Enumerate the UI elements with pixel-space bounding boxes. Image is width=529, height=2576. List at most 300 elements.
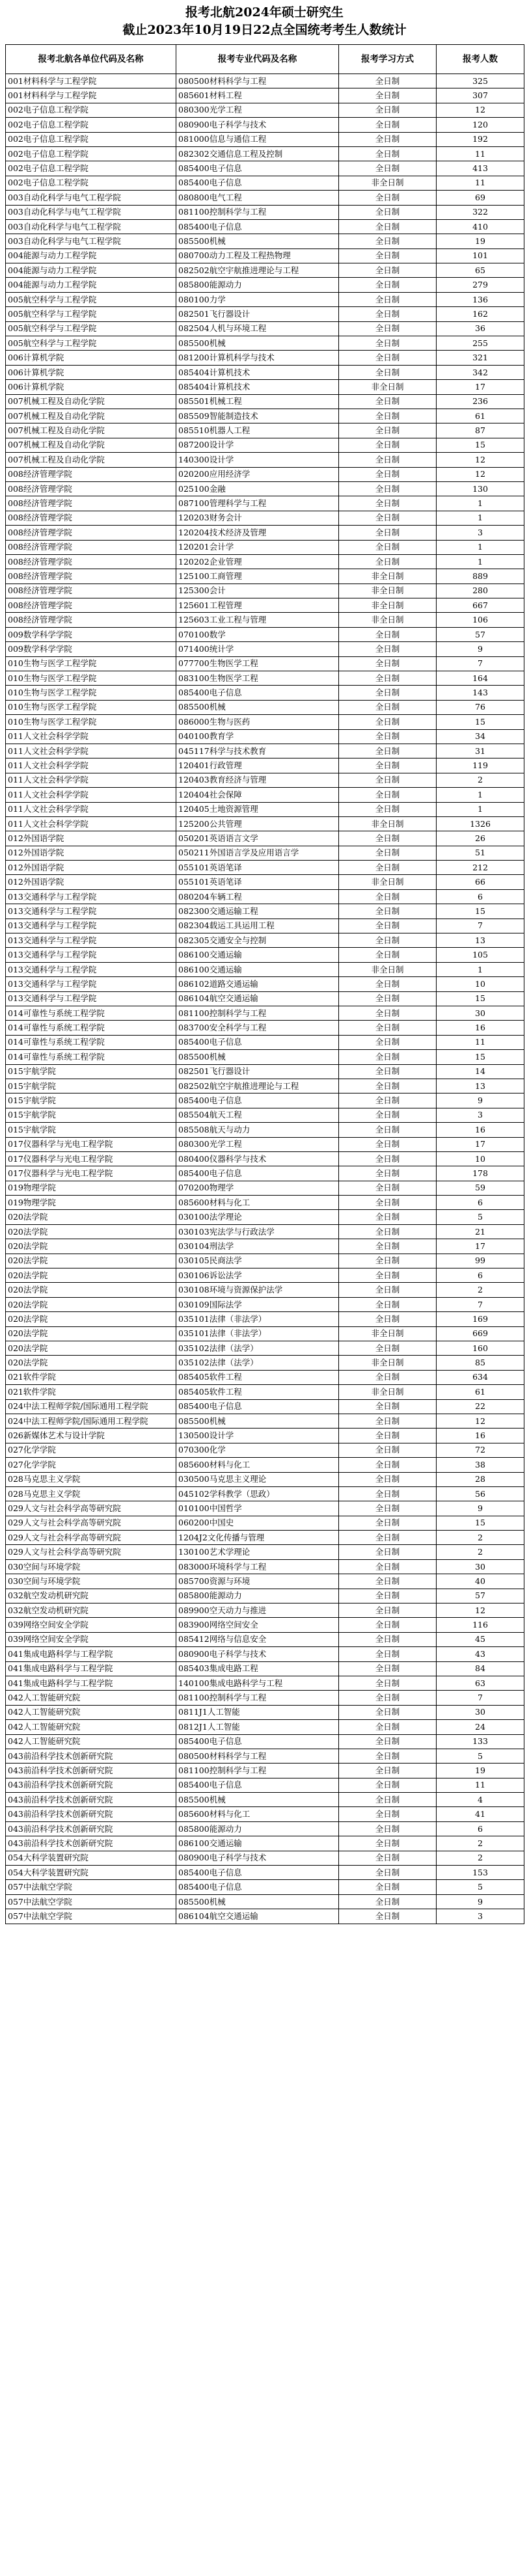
cell-major: 125200公共管理: [176, 816, 339, 831]
cell-count: 119: [437, 758, 524, 773]
table-row: [6, 467, 524, 481]
cell-count: 17: [437, 380, 524, 394]
cell-major: 030100法学理论: [176, 1210, 339, 1224]
cell-count: 38: [437, 1458, 524, 1472]
cell-study-mode: 全日制: [339, 1239, 437, 1254]
cell-unit: 020法学院: [6, 1268, 176, 1283]
cell-study-mode: 全日制: [339, 1778, 437, 1792]
table-row: [6, 1545, 524, 1559]
cell-count: 85: [437, 1356, 524, 1370]
cell-count: 31: [437, 744, 524, 758]
cell-major: 040100教育学: [176, 729, 339, 744]
cell-count: 11: [437, 1778, 524, 1792]
cell-major: 085400电子信息: [176, 176, 339, 190]
table-row: [6, 1224, 524, 1239]
cell-unit: 054大科学装置研究院: [6, 1851, 176, 1865]
cell-major: 087200设计学: [176, 438, 339, 452]
cell-study-mode: 非全日制: [339, 584, 437, 598]
cell-unit: 002电子信息工程学院: [6, 132, 176, 146]
cell-study-mode: 全日制: [339, 1647, 437, 1661]
cell-unit: 011人文社会科学学院: [6, 802, 176, 816]
cell-unit: 008经济管理学院: [6, 496, 176, 511]
cell-major: 081200计算机科学与技术: [176, 351, 339, 365]
cell-unit: 021软件学院: [6, 1370, 176, 1384]
cell-count: 101: [437, 248, 524, 263]
cell-major: 085500机械: [176, 1894, 339, 1909]
cell-study-mode: 非全日制: [339, 569, 437, 584]
table-row: [6, 118, 524, 132]
table-row: [6, 1210, 524, 1224]
cell-unit: 020法学院: [6, 1341, 176, 1355]
cell-unit: 005航空科学与工程学院: [6, 336, 176, 351]
cell-unit: 004能源与动力工程学院: [6, 263, 176, 278]
cell-study-mode: 全日制: [339, 1851, 437, 1865]
cell-unit: 008经济管理学院: [6, 554, 176, 569]
cell-count: 40: [437, 1574, 524, 1589]
cell-count: 43: [437, 1647, 524, 1661]
cell-unit: 043前沿科学技术创新研究院: [6, 1764, 176, 1778]
table-row: [6, 1866, 524, 1880]
cell-unit: 020法学院: [6, 1224, 176, 1239]
cell-major: 070300化学: [176, 1443, 339, 1457]
cell-study-mode: 全日制: [339, 365, 437, 379]
cell-count: 6: [437, 1821, 524, 1836]
cell-study-mode: 全日制: [339, 1093, 437, 1108]
cell-study-mode: 非全日制: [339, 1385, 437, 1399]
cell-count: 72: [437, 1443, 524, 1457]
table-row: [6, 496, 524, 511]
cell-unit: 057中法航空学院: [6, 1909, 176, 1924]
cell-count: 669: [437, 1326, 524, 1341]
cell-count: 16: [437, 1021, 524, 1035]
table-row: [6, 88, 524, 103]
cell-count: 2: [437, 1545, 524, 1559]
cell-study-mode: 全日制: [339, 1574, 437, 1589]
cell-count: 22: [437, 1399, 524, 1414]
cell-count: 1: [437, 554, 524, 569]
cell-study-mode: 全日制: [339, 1210, 437, 1224]
cell-unit: 001材料科学与工程学院: [6, 74, 176, 88]
cell-study-mode: 全日制: [339, 1793, 437, 1807]
table-row: [6, 1443, 524, 1457]
cell-count: 236: [437, 394, 524, 409]
cell-major: 085403集成电路工程: [176, 1661, 339, 1676]
cell-unit: 002电子信息工程学院: [6, 161, 176, 176]
table-row: [6, 263, 524, 278]
cell-unit: 008经济管理学院: [6, 467, 176, 481]
cell-study-mode: 非全日制: [339, 1326, 437, 1341]
table-row: [6, 1035, 524, 1049]
cell-unit: 010生物与医学工程学院: [6, 656, 176, 671]
cell-unit: 054大科学装置研究院: [6, 1866, 176, 1880]
table-row: [6, 1559, 524, 1574]
cell-major: 120404社会保障: [176, 788, 339, 802]
cell-unit: 015宇航学院: [6, 1079, 176, 1093]
table-row: [6, 700, 524, 714]
cell-major: 010100中国哲学: [176, 1501, 339, 1516]
cell-study-mode: 全日制: [339, 1196, 437, 1210]
cell-unit: 014可靠性与系统工程学院: [6, 1035, 176, 1049]
table-row: [6, 919, 524, 933]
cell-major: 082501飞行器设计: [176, 307, 339, 321]
cell-count: 1: [437, 496, 524, 511]
cell-count: 11: [437, 176, 524, 190]
cell-study-mode: 全日制: [339, 118, 437, 132]
cell-major: 030104刑法学: [176, 1239, 339, 1254]
cell-count: 3: [437, 1909, 524, 1924]
cell-count: 26: [437, 831, 524, 846]
cell-unit: 019物理学院: [6, 1196, 176, 1210]
cell-major: 085500机械: [176, 234, 339, 248]
cell-unit: 017仪器科学与光电工程学院: [6, 1166, 176, 1181]
table-row: [6, 846, 524, 860]
cell-count: 34: [437, 729, 524, 744]
cell-unit: 005航空科学与工程学院: [6, 307, 176, 321]
cell-study-mode: 全日制: [339, 540, 437, 554]
col-header-major: 报考专业代码及名称: [176, 45, 339, 74]
table-row: [6, 1239, 524, 1254]
table-row: [6, 365, 524, 379]
cell-unit: 021软件学院: [6, 1385, 176, 1399]
cell-study-mode: 全日制: [339, 307, 437, 321]
table-row: [6, 161, 524, 176]
table-row: [6, 540, 524, 554]
cell-count: 15: [437, 991, 524, 1006]
cell-unit: 001材料科学与工程学院: [6, 88, 176, 103]
cell-count: 130: [437, 481, 524, 496]
table-row: [6, 1137, 524, 1151]
cell-major: 081000信息与通信工程: [176, 132, 339, 146]
cell-major: 085400电子信息: [176, 686, 339, 700]
cell-unit: 043前沿科学技术创新研究院: [6, 1778, 176, 1792]
cell-unit: 026新媒体艺术与设计学院: [6, 1429, 176, 1443]
cell-count: 11: [437, 1035, 524, 1049]
cell-unit: 003自动化科学与电气工程学院: [6, 234, 176, 248]
table-row: [6, 176, 524, 190]
cell-study-mode: 全日制: [339, 1370, 437, 1384]
cell-major: 085600材料与化工: [176, 1458, 339, 1472]
cell-major: 080400仪器科学与技术: [176, 1151, 339, 1166]
cell-unit: 043前沿科学技术创新研究院: [6, 1793, 176, 1807]
cell-major: 080300光学工程: [176, 103, 339, 117]
cell-unit: 014可靠性与系统工程学院: [6, 1050, 176, 1064]
table-row: [6, 977, 524, 991]
cell-study-mode: 全日制: [339, 1414, 437, 1428]
cell-count: 7: [437, 919, 524, 933]
cell-unit: 057中法航空学院: [6, 1880, 176, 1894]
cell-count: 14: [437, 1064, 524, 1079]
cell-major: 086100交通运输: [176, 962, 339, 976]
cell-major: 086102道路交通运输: [176, 977, 339, 991]
cell-major: 080100力学: [176, 292, 339, 306]
cell-count: 634: [437, 1370, 524, 1384]
cell-major: 085500机械: [176, 1050, 339, 1064]
table-row: [6, 962, 524, 976]
table-row: [6, 889, 524, 904]
cell-major: 0811J1人工智能: [176, 1705, 339, 1719]
cell-count: 57: [437, 627, 524, 641]
cell-major: 085508航天与动力: [176, 1123, 339, 1137]
cell-major: 085700资源与环境: [176, 1574, 339, 1589]
cell-major: 085400电子信息: [176, 1035, 339, 1049]
cell-major: 082501飞行器设计: [176, 1064, 339, 1079]
cell-count: 322: [437, 205, 524, 219]
cell-study-mode: 全日制: [339, 1035, 437, 1049]
cell-count: 11: [437, 146, 524, 161]
cell-count: 21: [437, 1224, 524, 1239]
cell-unit: 007机械工程及自动化学院: [6, 394, 176, 409]
cell-count: 17: [437, 1239, 524, 1254]
cell-major: 120401行政管理: [176, 758, 339, 773]
cell-major: 082504人机与环境工程: [176, 321, 339, 336]
cell-count: 164: [437, 671, 524, 686]
cell-study-mode: 全日制: [339, 1224, 437, 1239]
table-row: [6, 569, 524, 584]
cell-count: 3: [437, 526, 524, 540]
cell-count: 255: [437, 336, 524, 351]
cell-unit: 012外国语学院: [6, 846, 176, 860]
cell-unit: 032航空发动机研究院: [6, 1603, 176, 1618]
cell-study-mode: 全日制: [339, 1676, 437, 1690]
cell-major: 081100控制科学与工程: [176, 1764, 339, 1778]
table-row: [6, 948, 524, 962]
cell-major: 082502航空宇航推进理论与工程: [176, 263, 339, 278]
cell-count: 307: [437, 88, 524, 103]
cell-unit: 014可靠性与系统工程学院: [6, 1021, 176, 1035]
cell-study-mode: 全日制: [339, 1589, 437, 1603]
table-row: [6, 802, 524, 816]
table-row: [6, 1006, 524, 1021]
table-row: [6, 1181, 524, 1195]
cell-study-mode: 全日制: [339, 1807, 437, 1821]
cell-count: 61: [437, 409, 524, 423]
cell-unit: 013交通科学与工程学院: [6, 889, 176, 904]
cell-unit: 024中法工程师学院/国际通用工程学院: [6, 1414, 176, 1428]
table-row: [6, 1676, 524, 1690]
cell-study-mode: 全日制: [339, 802, 437, 816]
cell-major: 120204技术经济及管理: [176, 526, 339, 540]
cell-major: 085400电子信息: [176, 1399, 339, 1414]
table-row: [6, 1909, 524, 1924]
cell-major: 035101法律（非法学）: [176, 1326, 339, 1341]
cell-count: 9: [437, 642, 524, 656]
cell-major: 085600材料与化工: [176, 1807, 339, 1821]
cell-major: 085800能源动力: [176, 1821, 339, 1836]
cell-count: 12: [437, 453, 524, 467]
cell-major: 050201英语语言文学: [176, 831, 339, 846]
table-row: [6, 831, 524, 846]
cell-count: 16: [437, 1429, 524, 1443]
cell-major: 086104航空交通运输: [176, 991, 339, 1006]
cell-unit: 014可靠性与系统工程学院: [6, 1006, 176, 1021]
cell-count: 28: [437, 1472, 524, 1486]
cell-major: 070200物理学: [176, 1181, 339, 1195]
cell-unit: 030空间与环境学院: [6, 1574, 176, 1589]
table-row: [6, 481, 524, 496]
cell-unit: 008经济管理学院: [6, 598, 176, 613]
cell-count: 9: [437, 1093, 524, 1108]
cell-unit: 008经济管理学院: [6, 526, 176, 540]
cell-major: 082502航空宇航推进理论与工程: [176, 1079, 339, 1093]
cell-study-mode: 全日制: [339, 1064, 437, 1079]
cell-unit: 020法学院: [6, 1239, 176, 1254]
table-row: [6, 132, 524, 146]
cell-unit: 017仪器科学与光电工程学院: [6, 1137, 176, 1151]
cell-study-mode: 全日制: [339, 1720, 437, 1734]
col-header-count: 报考人数: [437, 45, 524, 74]
cell-count: 413: [437, 161, 524, 176]
cell-unit: 011人文社会科学学院: [6, 773, 176, 787]
cell-study-mode: 全日制: [339, 453, 437, 467]
cell-unit: 007机械工程及自动化学院: [6, 409, 176, 423]
cell-unit: 013交通科学与工程学院: [6, 991, 176, 1006]
cell-count: 7: [437, 1691, 524, 1705]
cell-unit: 013交通科学与工程学院: [6, 933, 176, 948]
table-row: [6, 103, 524, 117]
table-row: [6, 1705, 524, 1719]
cell-count: 2: [437, 1851, 524, 1865]
cell-unit: 020法学院: [6, 1254, 176, 1268]
table-row: [6, 584, 524, 598]
cell-unit: 009数学科学学院: [6, 627, 176, 641]
cell-count: 76: [437, 700, 524, 714]
cell-major: 085510机器人工程: [176, 423, 339, 438]
cell-unit: 019物理学院: [6, 1181, 176, 1195]
cell-major: 085509智能制造技术: [176, 409, 339, 423]
cell-unit: 013交通科学与工程学院: [6, 919, 176, 933]
cell-study-mode: 全日制: [339, 1632, 437, 1646]
cell-unit: 015宇航学院: [6, 1108, 176, 1122]
table-row: [6, 933, 524, 948]
cell-major: 071400统计学: [176, 642, 339, 656]
cell-count: 36: [437, 321, 524, 336]
cell-study-mode: 全日制: [339, 1458, 437, 1472]
cell-unit: 012外国语学院: [6, 875, 176, 889]
cell-major: 082304载运工具运用工程: [176, 919, 339, 933]
cell-study-mode: 全日制: [339, 321, 437, 336]
cell-count: 667: [437, 598, 524, 613]
cell-count: 12: [437, 467, 524, 481]
cell-study-mode: 全日制: [339, 1531, 437, 1545]
cell-major: 030105民商法学: [176, 1254, 339, 1268]
cell-count: 61: [437, 1385, 524, 1399]
cell-study-mode: 全日制: [339, 1079, 437, 1093]
cell-unit: 008经济管理学院: [6, 584, 176, 598]
cell-count: 30: [437, 1006, 524, 1021]
cell-major: 045102学科教学（思政）: [176, 1486, 339, 1501]
cell-study-mode: 非全日制: [339, 176, 437, 190]
cell-unit: 011人文社会科学学院: [6, 744, 176, 758]
cell-study-mode: 全日制: [339, 686, 437, 700]
table-row: [6, 1749, 524, 1763]
cell-unit: 010生物与医学工程学院: [6, 700, 176, 714]
table-row: [6, 729, 524, 744]
cell-major: 086100交通运输: [176, 1836, 339, 1851]
cell-study-mode: 全日制: [339, 627, 437, 641]
cell-study-mode: 全日制: [339, 248, 437, 263]
cell-major: 125601工程管理: [176, 598, 339, 613]
table-row: [6, 554, 524, 569]
cell-count: 143: [437, 686, 524, 700]
cell-major: 080900电子科学与技术: [176, 1851, 339, 1865]
cell-count: 10: [437, 977, 524, 991]
cell-major: 081100控制科学与工程: [176, 205, 339, 219]
cell-major: 080800电气工程: [176, 191, 339, 205]
cell-study-mode: 全日制: [339, 526, 437, 540]
cell-count: 10: [437, 1151, 524, 1166]
cell-major: 120201会计学: [176, 540, 339, 554]
table-row: [6, 219, 524, 234]
cell-count: 321: [437, 351, 524, 365]
cell-study-mode: 全日制: [339, 831, 437, 846]
cell-count: 342: [437, 365, 524, 379]
cell-count: 19: [437, 1764, 524, 1778]
cell-unit: 041集成电路科学与工程学院: [6, 1647, 176, 1661]
cell-major: 080900电子科学与技术: [176, 1647, 339, 1661]
cell-unit: 004能源与动力工程学院: [6, 248, 176, 263]
table-row: [6, 1108, 524, 1122]
cell-major: 055101英语笔译: [176, 875, 339, 889]
cell-unit: 029人文与社会科学高等研究院: [6, 1516, 176, 1530]
cell-unit: 024中法工程师学院/国际通用工程学院: [6, 1399, 176, 1414]
cell-count: 105: [437, 948, 524, 962]
cell-major: 083000环境科学与工程: [176, 1559, 339, 1574]
cell-count: 410: [437, 219, 524, 234]
cell-unit: 004能源与动力工程学院: [6, 278, 176, 292]
cell-study-mode: 全日制: [339, 1297, 437, 1311]
cell-unit: 003自动化科学与电气工程学院: [6, 191, 176, 205]
cell-study-mode: 全日制: [339, 744, 437, 758]
cell-study-mode: 全日制: [339, 1516, 437, 1530]
cell-study-mode: 全日制: [339, 1836, 437, 1851]
cell-unit: 028马克思主义学院: [6, 1472, 176, 1486]
table-row: [6, 278, 524, 292]
cell-study-mode: 全日制: [339, 788, 437, 802]
table-row: [6, 380, 524, 394]
cell-study-mode: 全日制: [339, 132, 437, 146]
cell-count: 17: [437, 1137, 524, 1151]
table-row: [6, 1720, 524, 1734]
table-row: [6, 1821, 524, 1836]
cell-unit: 012外国语学院: [6, 831, 176, 846]
cell-study-mode: 全日制: [339, 977, 437, 991]
cell-study-mode: 全日制: [339, 1603, 437, 1618]
cell-unit: 008经济管理学院: [6, 511, 176, 525]
cell-major: 081100控制科学与工程: [176, 1691, 339, 1705]
cell-study-mode: 全日制: [339, 1734, 437, 1749]
cell-count: 63: [437, 1676, 524, 1690]
cell-study-mode: 全日制: [339, 409, 437, 423]
cell-study-mode: 全日制: [339, 729, 437, 744]
table-row: [6, 336, 524, 351]
cell-count: 66: [437, 875, 524, 889]
cell-study-mode: 全日制: [339, 1123, 437, 1137]
table-row: [6, 1472, 524, 1486]
cell-unit: 030空间与环境学院: [6, 1559, 176, 1574]
cell-study-mode: 全日制: [339, 1705, 437, 1719]
table-row: [6, 409, 524, 423]
cell-major: 085501机械工程: [176, 394, 339, 409]
table-row: [6, 1399, 524, 1414]
cell-unit: 029人文与社会科学高等研究院: [6, 1545, 176, 1559]
cell-major: 085400电子信息: [176, 161, 339, 176]
cell-study-mode: 非全日制: [339, 1356, 437, 1370]
cell-unit: 042人工智能研究院: [6, 1691, 176, 1705]
table-row: [6, 1486, 524, 1501]
cell-major: 080500材料科学与工程: [176, 1749, 339, 1763]
cell-major: 086100交通运输: [176, 948, 339, 962]
cell-count: 6: [437, 889, 524, 904]
